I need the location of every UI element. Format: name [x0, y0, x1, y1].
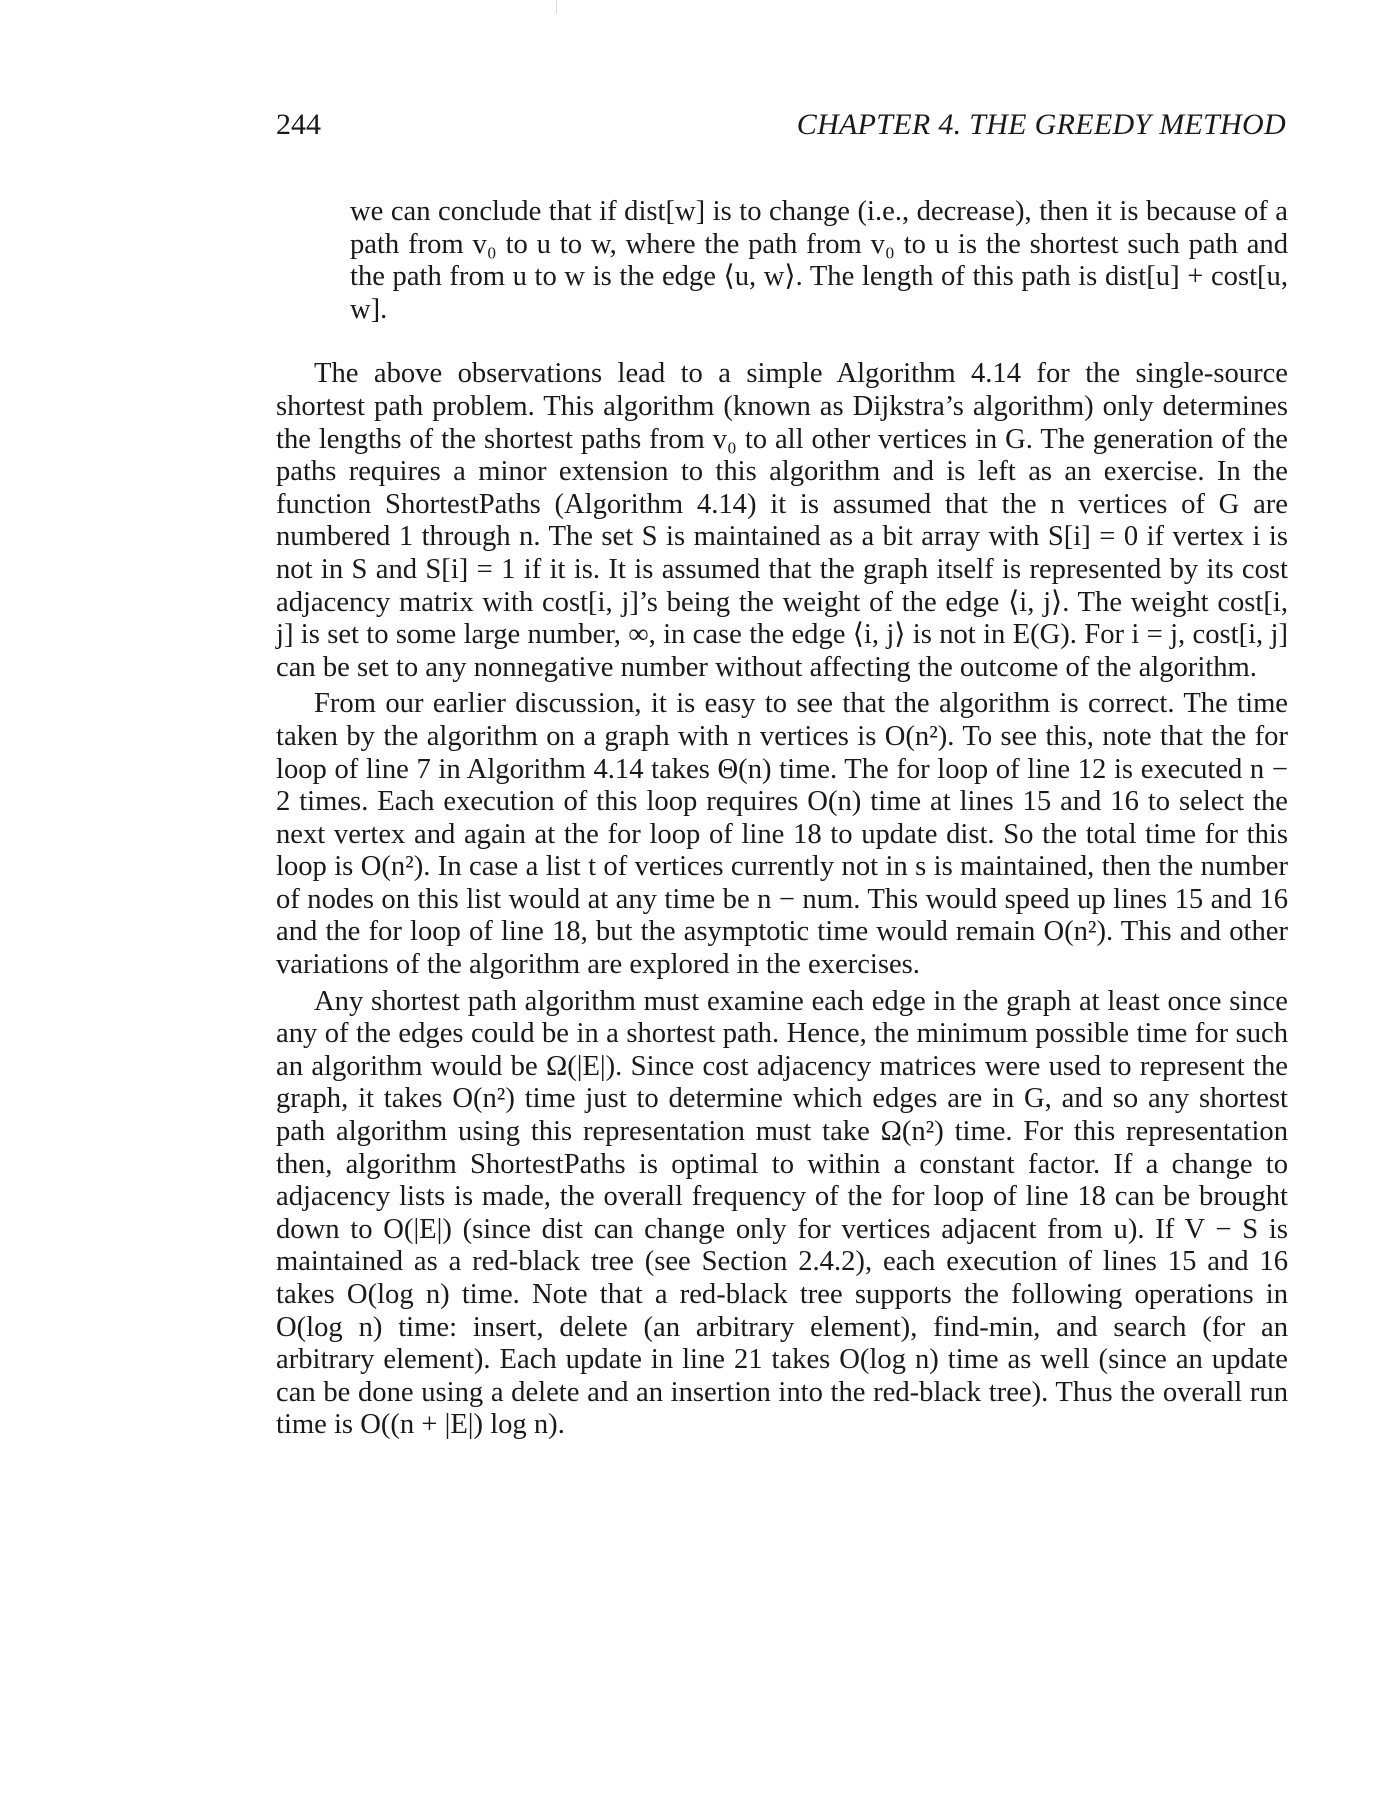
paragraph-lower-bound: Any shortest path algorithm must examine each edge in the graph at least once since any of the edges could be in a shortest path. Hence, the minimum possible time for such an algorithm would be Ω(|E|). Since cost adjacency matrices were used to represent the graph, it takes O(n²) time just to determine which edges are in G, and so any shortest path algorithm using this representation must take Ω(n²) time. For this representation then, algorithm ShortestPaths is optimal to within a constant factor. If a change to adjacency lists is made, the overall frequency of the for loop of line 18 can be brought down to O(|E|) (since dist can change only for vertices adjacent from u). If V − S is maintained as a red-black tree (see Section 2.4.2), each execution of lines 15 and 16 takes O(log n) time. Note that a red-black tree supports the following operations in O(log n) time: insert, delete (an arbitrary element), find-min, and search (for an arbitrary element). Each update in line 21 takes O(log n) time as well (since an update can be done using a delete and an insertion into the red-black tree). Thus the overall run time is O((n + |E|) log n).: [276, 985, 1288, 1441]
page-body: [276, 196, 1288, 1442]
page-header: [276, 108, 1286, 148]
paragraph-dijkstra-intro: The above observations lead to a simple Algorithm 4.14 for the single-source shortest path problem. This algorithm (known as Dijkstra’s algorithm) only determines the lengths of the shortest paths from v₀ to all other vertices in G. The generation of the paths requires a minor extension to this algorithm and is left as an exercise. In the function ShortestPaths (Algorithm 4.14) it is assumed that the n vertices of G are numbered 1 through n. The set S is maintained as a bit array with S[i] = 0 if vertex i is not in S and S[i] = 1 if it is. It is assumed that the graph itself is represented by its cost adjacency matrix with cost[i, j]’s being the weight of the edge ⟨i, j⟩. The weight cost[i, j] is set to some large number, ∞, in case the edge ⟨i, j⟩ is not in E(G). For i = j, cost[i, j] can be set to any nonnegative number without affecting the outcome of the algorithm.: [276, 358, 1288, 683]
paragraph-continuation: we can conclude that if dist[w] is to change (i.e., decrease), then it is because of a path from v₀ to u to w, where the path from v₀ to u is the shortest such path and the path from u to w is the edge ⟨u, w⟩. The length of this path is dist[u] + cost[u, w].: [350, 196, 1288, 325]
page-number: 244: [276, 108, 321, 141]
scan-mark: [556, 0, 557, 14]
paragraph-time-analysis: From our earlier discussion, it is easy to see that the algorithm is correct. The time taken by the algorithm on a graph with n vertices is O(n²). To see this, note that the for loop of line 7 in Algorithm 4.14 takes Θ(n) time. The for loop of line 12 is executed n − 2 times. Each execution of this loop requires O(n) time at lines 15 and 16 to select the next vertex and again at the for loop of line 18 to update dist. So the total time for this loop is O(n²). In case a list t of vertices currently not in s is maintained, then the number of nodes on this list would at any time be n − num. This would speed up lines 15 and 16 and the for loop of line 18, but the asymptotic time would remain O(n²). This and other variations of the algorithm are explored in the exercises.: [276, 688, 1288, 981]
running-head: CHAPTER 4. THE GREEDY METHOD: [796, 108, 1286, 141]
